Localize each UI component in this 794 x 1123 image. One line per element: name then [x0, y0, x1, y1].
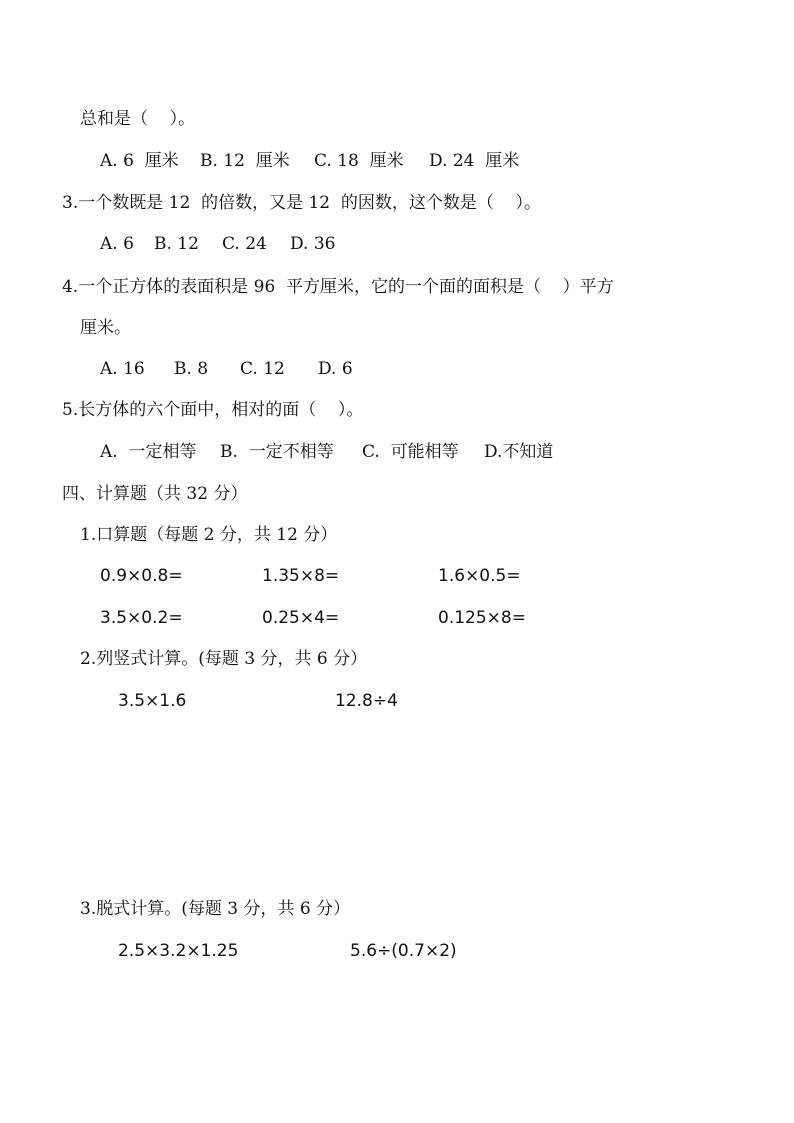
q3-text: 3.一个数既是 12 的倍数，又是 12 的因数，这个数是（ ）。 [62, 193, 542, 213]
calc-item: 2.5×3.2×1.25 [118, 941, 239, 961]
calc-item: 5.6÷(0.7×2) [350, 941, 457, 961]
q3-option-a: A. 6 [100, 234, 134, 254]
q2-option-a: A. 6 厘米 [100, 151, 179, 171]
calc-item: 0.25×4= [262, 608, 340, 628]
calc-item: 0.9×0.8= [100, 566, 183, 586]
q5-option-a: A. 一定相等 [100, 442, 197, 462]
q3-option-b: B. 12 [154, 234, 199, 254]
q4-option-b: B. 8 [174, 359, 209, 379]
q2-option-d: D. 24 厘米 [429, 151, 520, 171]
q4-option-c: C. 12 [240, 359, 285, 379]
q2-option-b: B. 12 厘米 [200, 151, 290, 171]
q5-text: 5.长方体的六个面中，相对的面（ ）。 [62, 400, 364, 420]
q2-option-c: C. 18 厘米 [314, 151, 404, 171]
sub2-title: 2.列竖式计算。(每题 3 分，共 6 分） [80, 649, 368, 669]
q4-option-a: A. 16 [100, 359, 145, 379]
calc-item: 3.5×0.2= [100, 608, 183, 628]
calc-item: 1.6×0.5= [438, 566, 521, 586]
section4-heading: 四、计算题（共 32 分） [62, 484, 248, 504]
q5-option-c: C. 可能相等 [362, 442, 459, 462]
q5-option-b: B. 一定不相等 [220, 442, 334, 462]
q3-option-c: C. 24 [222, 234, 267, 254]
calc-item: 1.35×8= [262, 566, 340, 586]
q5-option-d: D.不知道 [484, 442, 554, 462]
q4-text-line1: 4.一个正方体的表面积是 96 平方厘米，它的一个面的面积是（ ）平方 [62, 277, 614, 297]
q2-continuation: 总和是（ ）。 [80, 109, 196, 129]
sub3-title: 3.脱式计算。(每题 3 分，共 6 分） [80, 899, 351, 919]
sub1-title: 1.口算题（每题 2 分，共 12 分） [80, 525, 338, 545]
calc-item: 12.8÷4 [335, 691, 398, 711]
calc-item: 0.125×8= [438, 608, 526, 628]
calc-item: 3.5×1.6 [118, 691, 187, 711]
q4-option-d: D. 6 [318, 359, 353, 379]
q4-text-line2: 厘米。 [80, 318, 131, 338]
q3-option-d: D. 36 [290, 234, 336, 254]
